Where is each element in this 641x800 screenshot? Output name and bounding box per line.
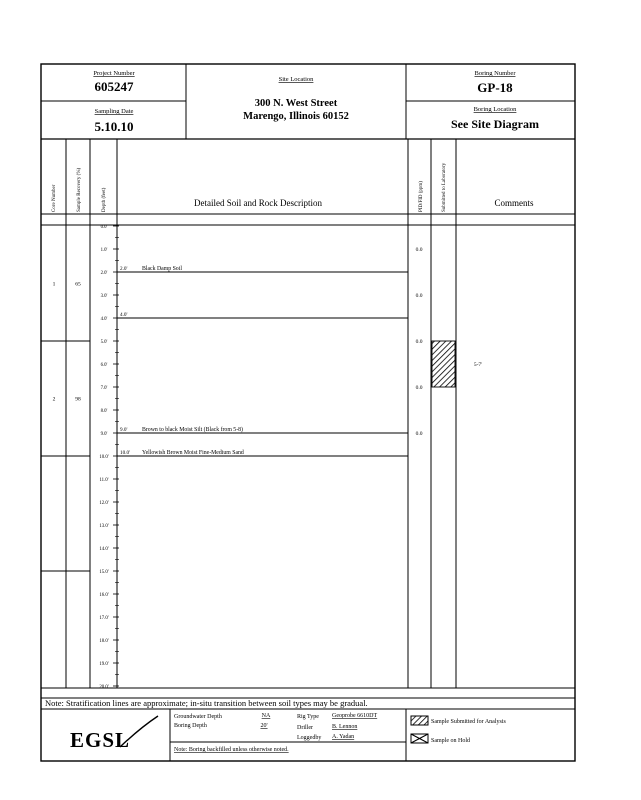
depth-tick-label: 2.0': [100, 271, 108, 276]
col-core-number: Core Number: [52, 184, 57, 212]
depth-tick-label: 1.0': [100, 248, 108, 253]
depth-tick-label: 4.0': [100, 317, 108, 322]
depth-tick-label: 14.0': [99, 547, 109, 552]
log-body: [41, 225, 575, 690]
backfill-note: Note: Boring backfilled unless otherwise noted.: [174, 747, 289, 753]
groundwater-value: NA: [261, 713, 271, 719]
legend-submitted-label: Sample Submitted for Analysis: [431, 719, 506, 725]
depth-tick-label: 19.0': [99, 662, 109, 667]
depth-tick-label: 15.0': [99, 570, 109, 575]
stratification-note: Note: Stratification lines are approximate; in-situ transition between soil types may be gradual.: [45, 698, 368, 708]
pid-reading: 0.0: [415, 339, 423, 345]
depth-tick-label: 10.0': [99, 455, 109, 460]
sample-recovery: 65: [75, 281, 81, 288]
driller-label: Driller: [297, 725, 313, 731]
loggedby-label: Loggedby: [297, 735, 322, 741]
sampling-date: 5.10.10: [94, 119, 134, 134]
col-comments: Comments: [494, 198, 534, 208]
legend-submitted-swatch: [411, 716, 428, 725]
stratum-depth-label: 9.0': [120, 427, 128, 433]
stratum-depth-label: 4.0': [120, 312, 128, 318]
depth-tick-label: 16.0': [99, 593, 109, 598]
col-description: Detailed Soil and Rock Description: [194, 198, 322, 208]
depth-tick-label: 7.0': [100, 386, 108, 391]
stratum-description: Brown to black Moist Silt (Black from 5-8): [142, 427, 243, 433]
depth-tick-label: 20.0': [99, 685, 109, 690]
depth-tick-label: 18.0': [99, 639, 109, 644]
footer: [70, 709, 506, 761]
core-number: 2: [52, 396, 56, 403]
project-number: 605247: [94, 79, 134, 94]
stratum-description: Yellowish Brown Moist Fine-Medium Sand: [142, 450, 244, 456]
depth-tick-label: 13.0': [99, 524, 109, 529]
loggedby-value: A. Yadan: [332, 734, 355, 740]
depth-tick-label: 12.0': [99, 501, 109, 506]
site-location-label: Site Location: [278, 76, 314, 83]
legend-hold-swatch: [411, 734, 428, 743]
col-depth: Depth (feet): [102, 187, 107, 212]
header-block: [41, 64, 575, 139]
rig-type-value: Geoprobe 6610DT: [332, 713, 378, 719]
sampling-date-label: Sampling Date: [94, 108, 134, 115]
boring-location: See Site Diagram: [451, 117, 539, 131]
boring-depth-value: 20': [260, 723, 268, 729]
sample-submitted-box: [432, 341, 455, 387]
stratum-description: Black Damp Soil: [142, 266, 182, 272]
boring-number-label: Boring Number: [474, 70, 516, 77]
legend-hold-label: Sample on Hold: [431, 738, 470, 744]
site-address-line2: Marengo, Illinois 60152: [243, 111, 349, 122]
site-address-line1: 300 N. West Street: [254, 98, 338, 109]
boring-depth-label: Boring Depth: [174, 723, 207, 729]
col-sample-recovery: Sample Recovery (%): [77, 167, 82, 212]
depth-tick-label: 0.0': [100, 225, 108, 230]
rig-type-label: Rig Type: [297, 714, 319, 720]
groundwater-label: Groundwater Depth: [174, 714, 222, 720]
pid-reading: 0.0: [415, 247, 423, 253]
depth-tick-label: 6.0': [100, 363, 108, 368]
boring-number: GP-18: [477, 80, 513, 95]
sample-comment: 5-7': [473, 362, 483, 368]
depth-tick-label: 11.0': [99, 478, 109, 483]
col-pid: PID/FID (ppm): [419, 181, 424, 212]
core-number: 1: [52, 281, 56, 288]
depth-tick-label: 5.0': [100, 340, 108, 345]
depth-tick-label: 8.0': [100, 409, 108, 414]
driller-value: B. Lennon: [332, 724, 358, 730]
sample-recovery: 98: [75, 396, 81, 403]
project-number-label: Project Number: [93, 70, 135, 77]
page-border: [41, 64, 575, 761]
egsl-logo: EGSL: [70, 728, 131, 752]
column-headers: [41, 139, 575, 688]
col-submitted: Submitted to Laboratory: [442, 162, 447, 212]
depth-tick-label: 3.0': [100, 294, 108, 299]
pid-reading: 0.0: [415, 385, 423, 391]
stratum-depth-label: 2.0': [120, 266, 128, 272]
depth-tick-label: 9.0': [100, 432, 108, 437]
boring-location-label: Boring Location: [473, 106, 517, 113]
stratum-depth-label: 10.0': [120, 450, 131, 456]
depth-tick-label: 17.0': [99, 616, 109, 621]
pid-reading: 0.0: [415, 293, 423, 299]
pid-reading: 0.0: [415, 431, 423, 437]
